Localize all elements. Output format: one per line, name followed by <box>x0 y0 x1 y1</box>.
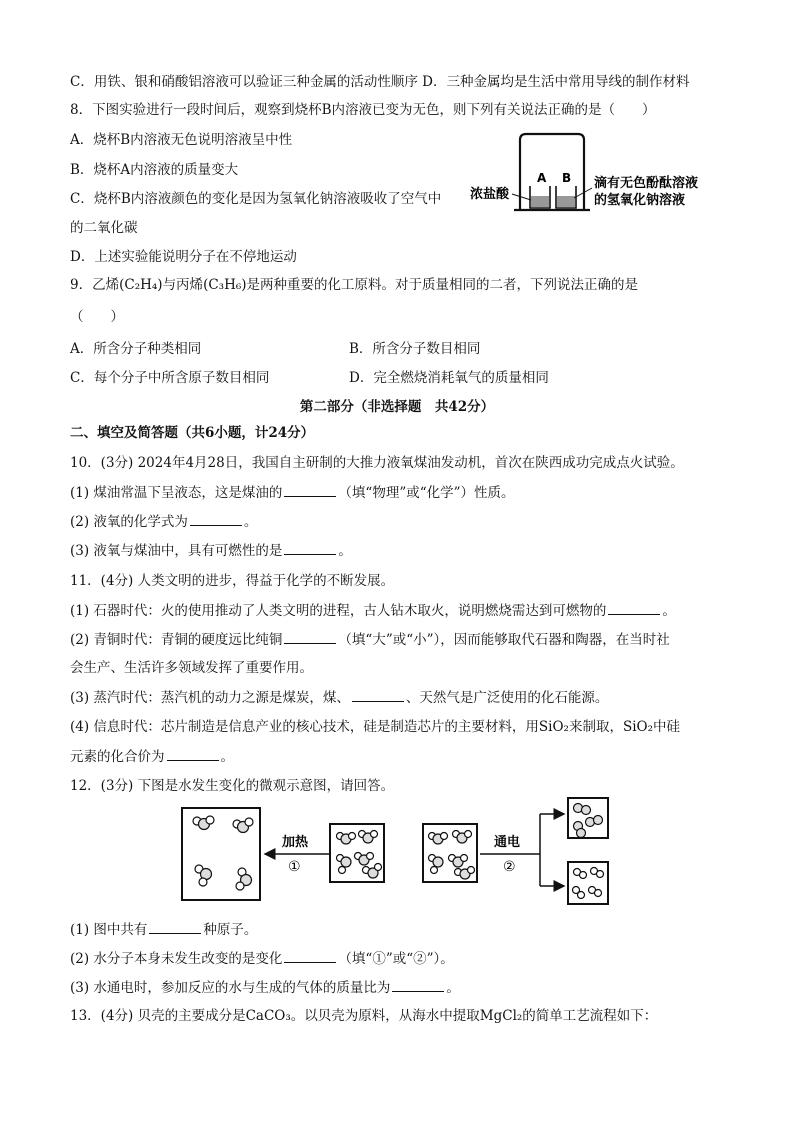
q12-sub1-text: (1) 图中共有 <box>70 922 148 938</box>
q12-sub3-text: (3) 水通电时，参加反应的水与生成的气体的质量比为 <box>70 980 391 996</box>
answer-blank[interactable] <box>149 921 201 934</box>
q10-sub1 <box>70 484 515 502</box>
q8-option-a: A．烧杯B内溶液无色说明溶液呈中性 <box>70 132 293 148</box>
answer-blank[interactable] <box>284 950 336 963</box>
q11-sub4: (4) 信息时代：芯片制造是信息产业的核心技术，硅是制造芯片的主要材料，用SiO₂来制取，SiO₂中硅 <box>70 719 681 735</box>
q11-sub3 <box>70 689 608 707</box>
q9-answer-paren: （ ） <box>70 309 124 325</box>
q11-sub1-tail: 。 <box>662 603 676 619</box>
q9-stem <box>70 276 638 294</box>
q11-stem: 11．(4分) 人类文明的进步，得益于化学的不断发展。 <box>70 573 395 589</box>
q11-sub4-cont <box>70 748 234 766</box>
q12-sub2-tail: （填“①”或“②”）。 <box>338 951 454 967</box>
q9-option-b: B．所含分子数目相同 <box>349 341 481 357</box>
q8-label-acid: 浓盐酸 <box>470 187 510 202</box>
q9-option-c: C．每个分子中所含原子数目相同 <box>70 370 270 386</box>
q8-option-d: D．上述实验能说明分子在不停地运动 <box>70 249 297 265</box>
q9-ethylene-formula: (C₂H₄) <box>119 277 163 293</box>
answer-blank[interactable] <box>284 484 336 497</box>
answer-blank[interactable] <box>190 513 242 526</box>
q10-sub2-tail: 。 <box>243 514 258 530</box>
q12-sub3 <box>70 979 460 997</box>
q11-sub4-tail: 。 <box>220 749 234 765</box>
q9-suffix: 是两种重要的化工原料。对于质量相同的二者，下列说法正确的是 <box>246 277 639 293</box>
part2-heading: 第二部分（非选择题 共42分） <box>299 399 495 415</box>
q10-sub1-text: (1) 煤油常温下呈液态，这是煤油的 <box>70 485 283 501</box>
q10-sub3-text: (3) 液氧与煤油中，具有可燃性的是 <box>70 543 283 559</box>
section2-heading: 二、填空及简答题（共6小题，计24分） <box>70 425 315 441</box>
q11-sub2-tail: （填“大”或“小”），因而能够取代石器和陶器，在当时社 <box>338 632 670 648</box>
label-heat-num: ① <box>288 859 301 875</box>
q9-option-d: D．完全燃烧消耗氧气的质量相同 <box>349 370 549 386</box>
q12-micro-diagram <box>180 796 620 908</box>
q10-sub2 <box>70 513 257 531</box>
q8-stem: 8．下图实验进行一段时间后，观察到烧杯B内溶液已变为无色，则下列有关说法正确的是（ ） <box>70 102 656 118</box>
answer-blank[interactable] <box>352 689 404 702</box>
q10-stem: 10．(3分) 2024年4月28日，我国自主研制的大推力液氧煤油发动机，首次在陕西成功完成点火试验。 <box>70 455 684 471</box>
label-heat: 加热 <box>282 835 309 850</box>
q9-option-a: A．所含分子种类相同 <box>70 341 202 357</box>
answer-blank[interactable] <box>284 631 336 644</box>
q8-label-right-line2: 的氢氧化钠溶液 <box>594 193 686 208</box>
q12-sub1-tail: 种原子。 <box>203 922 258 938</box>
q9-mid: 与丙烯 <box>162 277 204 293</box>
q12-sub3-tail: 。 <box>446 980 460 996</box>
q10-sub3 <box>70 542 352 560</box>
q8-option-c-line1: C．烧杯B内溶液颜色的变化是因为氢氧化钠溶液吸收了空气中 <box>70 191 442 207</box>
answer-blank[interactable] <box>284 542 336 555</box>
q13-stem: 13．(4分) 贝壳的主要成分是CaCO₃。以贝壳为原料，从海水中提取MgCl₂的简单工艺流程如下： <box>70 1008 658 1024</box>
q9-prefix: 9．乙烯 <box>70 277 120 293</box>
q8-label-b: B <box>562 171 572 185</box>
q11-sub2 <box>70 631 670 649</box>
q11-sub4-text: 元素的化合价为 <box>70 749 165 765</box>
q12-stem: 12．(3分) 下图是水发生变化的微观示意图，请回答。 <box>70 778 395 794</box>
q8-label-right-line1: 滴有无色酚酞溶液 <box>594 176 699 191</box>
q11-sub3-text: (3) 蒸汽时代：蒸汽机的动力之源是煤炭，煤、 <box>70 690 350 706</box>
q8-beaker-figure <box>468 132 708 218</box>
label-electricity-num: ② <box>503 859 516 875</box>
q11-sub1-text: (1) 石器时代：火的使用推动了人类文明的进程，古人钻木取火，说明燃烧需达到可燃物的 <box>70 603 607 619</box>
box-hydrogen <box>568 862 608 904</box>
q11-sub3-tail: 、天然气是广泛使用的化石能源。 <box>405 690 609 706</box>
q12-sub1 <box>70 921 257 939</box>
q11-sub1 <box>70 602 676 620</box>
q9-propylene-formula: (C₃H₆) <box>203 277 247 293</box>
q11-sub2-cont: 会生产、生活许多领域发挥了重要作用。 <box>70 660 313 676</box>
q10-sub2-text: (2) 液氧的化学式为 <box>70 514 188 530</box>
q8-label-a: A <box>537 171 547 185</box>
q10-sub1-tail: （填“物理”或“化学”）性质。 <box>338 485 515 501</box>
label-electricity: 通电 <box>494 835 521 850</box>
q8-option-b: B．烧杯A内溶液的质量变大 <box>70 162 239 178</box>
q10-sub3-tail: 。 <box>338 543 352 559</box>
q12-sub2 <box>70 950 454 968</box>
answer-blank[interactable] <box>392 979 444 992</box>
answer-blank[interactable] <box>167 748 219 761</box>
answer-blank[interactable] <box>608 602 660 615</box>
q7-option-cd: C．用铁、银和硝酸铝溶液可以验证三种金属的活动性顺序 D．三种金属均是生活中常用导线的制作材料 <box>70 74 690 90</box>
q12-sub2-text: (2) 水分子本身未发生改变的是变化 <box>70 951 283 967</box>
q8-option-c-line2: 的二氧化碳 <box>70 220 138 236</box>
q11-sub2-text: (2) 青铜时代：青铜的硬度远比纯铜 <box>70 632 283 648</box>
